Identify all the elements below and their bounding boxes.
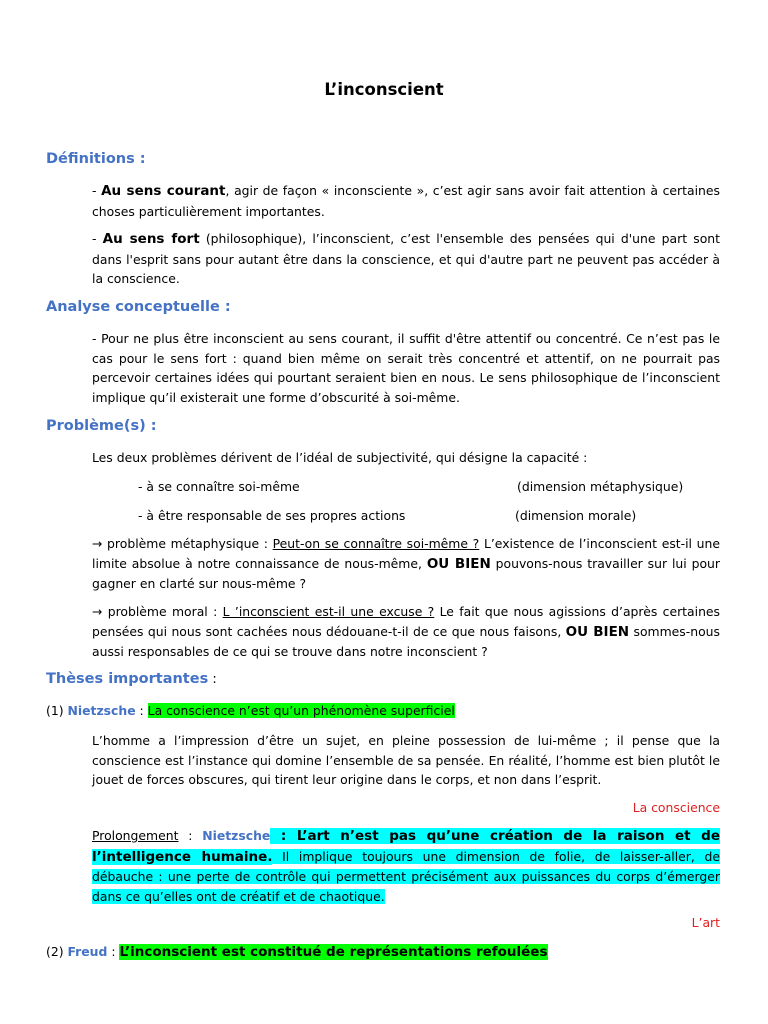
prolongement-label: Prolongement xyxy=(92,828,179,843)
theses-heading-colon: : xyxy=(208,672,217,687)
list-item: - à être responsable de ses propres actions xyxy=(138,508,406,523)
problems-intro: Les deux problèmes dérivent de l’idéal de subjectivité, qui désigne la capacité : xyxy=(92,450,588,465)
prolongement-text: Il implique toujours une dimension de folie, de laisser-aller, de débauche : une perte de contrôle qui permettent précisément aux puissances du corps d’émerger dans ce qu’elles ont de créatif et de chaotique. xyxy=(92,848,721,904)
thesis-statement: L’inconscient est constitué de représentations refoulées xyxy=(119,944,548,960)
prolongement-colon: : xyxy=(178,828,203,843)
prolongement-thesis: : L’art n’est pas qu’une création de la raison et de l’intelligence humaine. xyxy=(92,828,720,865)
theses-heading-text: Thèses importantes xyxy=(46,671,209,687)
list-item: - à se connaître soi-même xyxy=(138,479,300,494)
text: Le fait que nous agissions d’après certaines pensées qui nous sont cachées nous dédouane-t-il de ce que nous faisons, xyxy=(92,604,721,639)
sep: : xyxy=(107,944,120,959)
thesis-author: Nietzsche xyxy=(67,703,136,718)
text: L’existence de l’inconscient est-il une limite absolue à notre connaissance de nous-même, xyxy=(92,536,720,571)
prefix: → problème métaphysique : xyxy=(92,536,273,551)
prolongement-author: Nietzsche xyxy=(202,828,271,843)
metaphysical-problem xyxy=(92,534,720,594)
ou-bien: OU BIEN xyxy=(565,623,630,640)
theses-heading xyxy=(46,670,217,690)
moral-problem xyxy=(92,602,720,662)
thesis-1-body: L’homme a l’impression d’être un sujet, en pleine possession de lui-même ; il pense que la conscience est l’instance qui domine l’ensemble de sa pensée. En réalité, l’homme est bien plutôt le jouet de forces obscures, qui tirent leur origine dans le corps, et non dans l’esprit. xyxy=(92,733,720,787)
thesis-author: Freud xyxy=(67,944,108,959)
term-strong: Au sens fort xyxy=(102,231,200,247)
thesis-number: (2) xyxy=(46,944,68,959)
thesis-2-line xyxy=(46,942,548,963)
analysis-paragraph: - Pour ne plus être inconscient au sens courant, il suffit d'être attentif ou concentré. Ce n’est pas le cas pour le sens fort : quand bien même on serait très concentré et attentif, on ne pourrait pas percevoir certaines idées qui pourtant seraient bien en nous. Le sens philosophique de l’inconscient implique qu’il existerait une forme d’obscurité à soi-même. xyxy=(92,331,720,405)
thesis-statement: La conscience n’est qu’un phénomène superficiel xyxy=(147,703,455,718)
prefix: → problème moral : xyxy=(92,604,223,619)
text: pouvons-nous travailler sur lui pour gagner en clarté sur nous-même ? xyxy=(92,555,720,591)
list-dimension: (dimension métaphysique) xyxy=(517,479,684,494)
bullet: - xyxy=(92,231,103,246)
analysis-heading: Analyse conceptuelle : xyxy=(46,299,231,315)
text: sommes-nous aussi responsables de ce qui se trouve dans notre inconscient ? xyxy=(92,623,720,659)
definition-text: (philosophique), l’inconscient, c’est l'ensemble des pensées qui d'une part sont dans l'esprit sans pour autant être dans la conscience, et qui d'autre part ne peuvent pas accéder à la conscience. xyxy=(92,231,720,286)
page-title: L’inconscient xyxy=(324,80,444,99)
ou-bien: OU BIEN xyxy=(426,555,491,572)
term-common: Au sens courant xyxy=(101,183,226,199)
thesis-1-line xyxy=(46,701,455,721)
definitions-heading: Définitions : xyxy=(46,151,146,167)
list-dimension: (dimension morale) xyxy=(515,508,637,523)
bullet: - xyxy=(92,183,102,198)
prolongement-paragraph xyxy=(92,826,720,906)
definition-text: , agir de façon « inconsciente », c’est agir sans avoir fait attention à certaines choses particulièrement importantes. xyxy=(92,183,720,219)
question: Peut-on se connaître soi-même ? xyxy=(272,536,480,551)
question: L ’inconscient est-il une excuse ? xyxy=(222,604,435,619)
definition-strong xyxy=(92,229,720,289)
sep: : xyxy=(135,703,148,718)
prolongement-tag: L’art xyxy=(691,915,720,930)
definition-common xyxy=(92,181,720,221)
problems-heading: Problème(s) : xyxy=(46,418,157,434)
thesis-1-tag: La conscience xyxy=(632,800,720,815)
thesis-number: (1) xyxy=(46,703,68,718)
